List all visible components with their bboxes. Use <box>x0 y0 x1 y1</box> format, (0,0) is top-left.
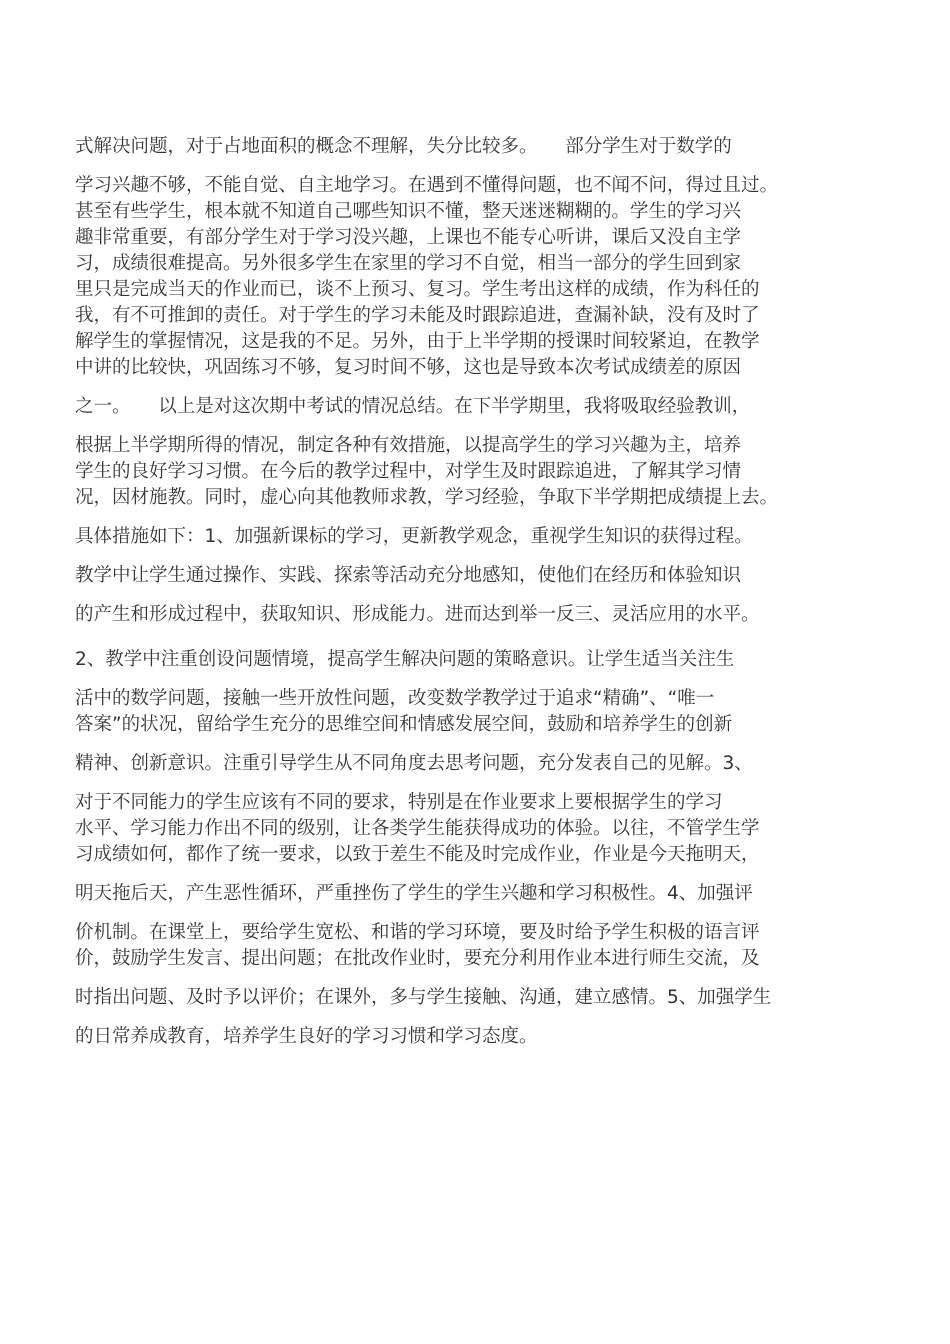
text-line: 活中的数学问题，接触一些开放性问题，改变数学教学过于追求“精确”、“唯一 <box>75 688 715 709</box>
text-line: 中讲的比较快，巩固练习不够，复习时间不够，这也是导致本次考试成绩差的原因 <box>75 357 742 378</box>
text-line: 的日常养成教育，培养学生良好的学习习惯和学习态度。 <box>75 1026 538 1047</box>
text-line: 对于不同能力的学生应该有不同的要求，特别是在作业要求上要根据学生的学习 <box>75 792 723 813</box>
text-line: 明天拖后天，产生恶性循环，严重挫伤了学生的学生兴趣和学习积极性。4、加强评 <box>75 883 753 904</box>
text-line: 我，有不可推卸的责任。对于学生的学习未能及时跟踪追进，查漏补缺，没有及时了 <box>75 305 760 326</box>
text-line: 甚至有些学生，根本就不知道自己哪些知识不懂，整天迷迷糊糊的。学生的学习兴 <box>75 201 742 222</box>
text-line: 式解决问题，对于占地面积的概念不理解，失分比较多。 部分学生对于数学的 <box>75 136 732 157</box>
text-line: 况，因材施教。同时，虚心向其他教师求教，学习经验，争取下半学期把成绩提上去。 <box>75 487 779 508</box>
text-line: 趣非常重要，有部分学生对于学习没兴趣，上课也不能专心听讲，课后又没自主学 <box>75 227 742 248</box>
text-line: 答案”的状况，留给学生充分的思维空间和情感发展空间，鼓励和培养学生的创新 <box>75 714 733 735</box>
text-line: 之一。 以上是对这次期中考试的情况总结。在下半学期里，我将吸取经验教训， <box>75 396 751 417</box>
text-line: 价机制。在课堂上，要给学生宽松、和谐的学习环境，要及时给予学生积极的语言评 <box>75 922 760 943</box>
text-line: 具体措施如下：1、加强新课标的学习，更新教学观念，重视学生知识的获得过程。 <box>75 526 753 547</box>
text-line: 里只是完成当天的作业而已，谈不上预习、复习。学生考出这样的成绩，作为科任的 <box>75 279 760 300</box>
text-line: 根据上半学期所得的情况，制定各种有效措施，以提高学生的学习兴趣为主，培养 <box>75 435 742 456</box>
text-line: 习，成绩很难提高。另外很多学生在家里的学习不自觉，相当一部分的学生回到家 <box>75 253 742 274</box>
text-line: 习成绩如何，都作了统一要求，以致于差生不能及时完成作业，作业是今天拖明天， <box>75 844 760 865</box>
body-text <box>75 134 875 1049</box>
text-line: 精神、创新意识。注重引导学生从不同角度去思考问题，充分发表自己的见解。3、 <box>75 753 753 774</box>
text-line: 2、教学中注重创设问题情境，提高学生解决问题的策略意识。让学生适当关注生 <box>75 649 735 670</box>
text-line: 学生的良好学习习惯。在今后的教学过程中，对学生及时跟踪追进，了解其学习情 <box>75 461 742 482</box>
text-line: 的产生和形成过程中，获取知识、形成能力。进而达到举一反三、灵活应用的水平。 <box>75 604 760 625</box>
text-line: 教学中让学生通过操作、实践、探索等活动充分地感知，使他们在经历和体验知识 <box>75 565 742 586</box>
text-line: 学习兴趣不够，不能自觉、自主地学习。在遇到不懂得问题，也不闻不问，得过且过。 <box>75 175 779 196</box>
text-line: 价，鼓励学生发言、提出问题；在批改作业时，要充分利用作业本进行师生交流，及 <box>75 948 760 969</box>
text-line: 解学生的掌握情况，这是我的不足。另外，由于上半学期的授课时间较紧迫，在教学 <box>75 331 760 352</box>
text-line: 时指出问题、及时予以评价；在课外，多与学生接触、沟通，建立感情。5、加强学生 <box>75 987 772 1008</box>
text-line: 水平、学习能力作出不同的级别，让各类学生能获得成功的体验。以往，不管学生学 <box>75 818 760 839</box>
